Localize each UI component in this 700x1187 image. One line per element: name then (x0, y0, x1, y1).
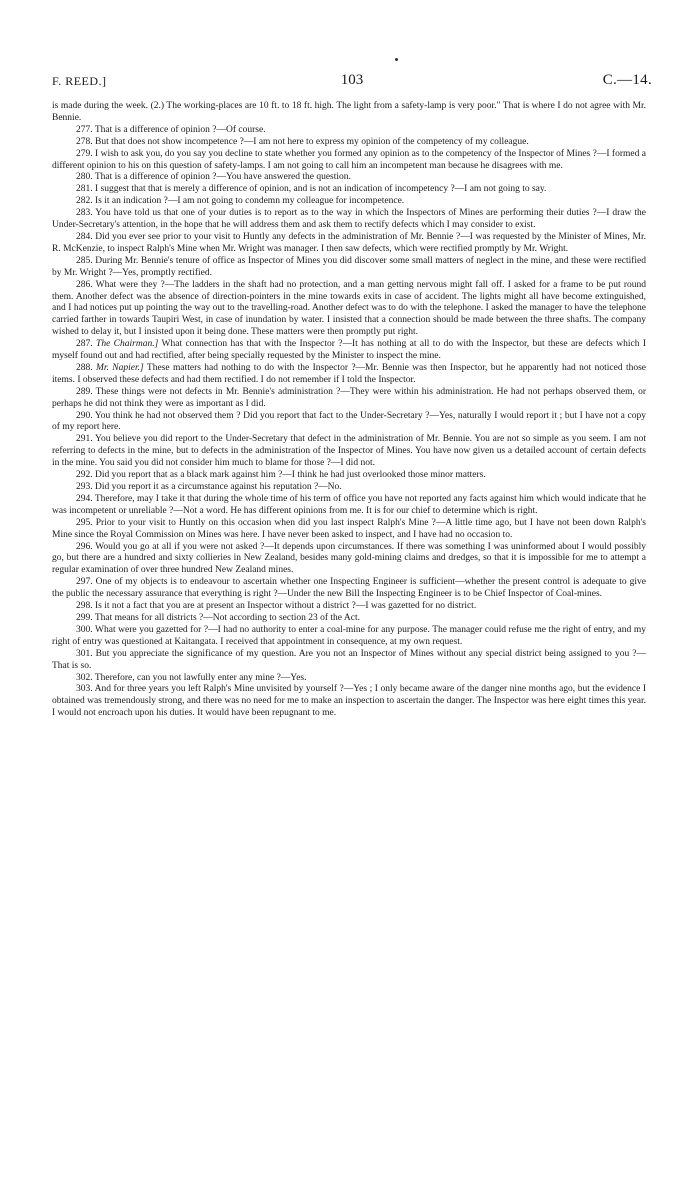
paragraph: 283. You have told us that one of your duties is to report as to the way in which the Inspectors of Mines are performing their duties ?—I draw the Under-Secretary's attention, in the hope that he will address them and ask them to rectify defects which I may consider to exist. (52, 208, 646, 231)
question-number: 288. (76, 362, 96, 373)
paragraph: 281. I suggest that that is merely a difference of opinion, and is not an indication of incompetency ?—I am not going to say. (76, 184, 547, 195)
paragraph: 296. Would you go at all if you were not asked ?—It depends upon circumstances. If there was something I was uninformed about I would possibly go, but there are a hundred and sixty collieries in New Zealand, besides many gold-mining claims and dredges, so that it is impossible for me to attempt a regular examination of over three hundred New Zealand mines. (52, 541, 646, 576)
page-header (52, 72, 652, 92)
paragraph: 299. That means for all districts ?—Not according to section 23 of the Act. (76, 612, 360, 623)
paragraph: 282. Is it an indication ?—I am not going to condemn my colleague for incompetence. (76, 196, 405, 207)
header-right: C.—14. (602, 72, 652, 88)
paragraph: 290. You think he had not observed them ? Did you report that fact to the Under-Secretary ?—Yes, naturally I would report it ; but I have not a copy of my report here. (52, 410, 646, 433)
question-number: 287. (76, 339, 97, 350)
document-body (52, 101, 646, 720)
speaker-name: Mr. Napier.] (96, 362, 144, 373)
paragraph: 286. What were they ?—The ladders in the shaft had no protection, and a man getting nervous might fall off. I asked for a frame to be put round them. Another defect was the absence of direction-pointers in the mine towards exits in case of accident. The lights might all have become extinguished, and I had notices put up pointing the way out to the travelling-road. Another defect was to do with the telephone. I asked the manager to have the telephone carried farther in towards Taupiri West, in case of inundation by water. I insisted that a connection should be made between the three shafts. The company wished to delay it, but I insisted upon it being done. These matters were then promptly put right. (52, 279, 646, 338)
paragraph: 279. I wish to ask you, do you say you decline to state whether you formed any opinion as to the competency of the Inspector of Mines ?—I formed a different opinion to his on this question of safety-lamps. I am not going to call him an incompetent man because he disagrees with me. (52, 148, 646, 171)
header-left: F. REED.] (52, 74, 107, 88)
speaker-name: The Chairman.] (96, 339, 159, 350)
paragraph: 295. Prior to your visit to Huntly on this occasion when did you last inspect Ralph's Mine ?—A little time ago, but I have not been down Ralph's Mine since the Royal Commission on Mines was here. I have never been asked to inspect, and I have had no occasion to. (52, 517, 646, 540)
paragraph: 303. And for three years you left Ralph's Mine unvisited by yourself ?—Yes ; I only became aware of the danger nine months ago, but the evidence I obtained was tremendously strong, and there was no need for me to make an inspection to ascertain the danger. The Inspector was here eight times this year. I would not encroach upon his duties. It would have been repugnant to me. (52, 684, 646, 719)
paragraph (52, 339, 646, 363)
paragraph: 297. One of my objects is to endeavour to ascertain whether one Inspecting Engineer is sufficient—whether the present control is adequate to give the public the necessary assurance that everything is right ?—Under the new Bill the Inspecting Engineer is to be Chief Inspector of Coal-mines. (52, 577, 646, 600)
paragraph: 300. What were you gazetted for ?—I had no authority to enter a coal-mine for any purpose. The manager could refuse me the right of entry, and my right of entry was questioned at Kaitangata. I received that appointment in consequence, at my own request. (52, 624, 646, 647)
page-number: 103 (340, 72, 364, 88)
paragraph (52, 363, 646, 387)
paragraph: 289. These things were not defects in Mr. Bennie's administration ?—They were within his administration. He had not perhaps observed them, or perhaps he did not think they were as important as I did. (52, 386, 646, 409)
paragraph: 291. You believe you did report to the Under-Secretary that defect in the administration of Mr. Bennie. You are not so simple as you seem. I am not referring to defects in the mine, but to defects in the administration of the Inspector of Mines. You have now given us a detailed account of certain defects in the mine. You said you did not consider him much to blame for those ?—I did not. (52, 434, 646, 469)
paragraph: is made during the week. (2.) The working-places are 10 ft. to 18 ft. high. The light from a safety-lamp is very poor." That is where I do not agree with Mr. Bennie. (52, 101, 646, 123)
paragraph-text: What connection has that with the Inspector ?—It has nothing at all to do with the Inspector, but these are defects which I myself found out and had rectified, after being specially requested by the Minister to inspect the mine. (52, 339, 647, 362)
paragraph: 294. Therefore, may I take it that during the whole time of his term of office you have not reported any facts against him which would indicate that he was incompetent or unreliable ?—Not a word. He has different opinions from me. It is for our chief to determine which is right. (52, 493, 647, 516)
paragraph: 284. Did you ever see prior to your visit to Huntly any defects in the administration of Mr. Bennie ?—I was requested by the Minister of Mines, Mr. R. McKenzie, to inspect Ralph's Mine when Mr. Wright was manager. I then saw defects, which were rectified promptly by Mr. Wright. (52, 231, 646, 254)
paragraph: 280. That is a difference of opinion ?—You have answered the question. (76, 172, 351, 183)
paragraph: 278. But that does not show incompetence ?—I am not here to express my opinion of the competency of my colleague. (76, 136, 529, 147)
paragraph: 298. Is it not a fact that you are at present an Inspector without a district ?—I was gazetted for no district. (76, 601, 477, 612)
paragraph: 277. That is a difference of opinion ?—Of course. (76, 124, 266, 135)
paragraph-text: These matters had nothing to do with the Inspector ?—Mr. Bennie was then Inspector, but he apparently had not noticed those items. I observed these defects and had them rectified. I do not remember if I told the Inspector. (52, 362, 647, 385)
paragraph: 302. Therefore, can you not lawfully enter any mine ?—Yes. (76, 672, 307, 683)
paragraph: 293. Did you report it as a circumstance against his reputation ?—No. (76, 482, 342, 492)
printer-mark (395, 58, 398, 61)
paragraph: 301. But you appreciate the significance of my question. Are you not an Inspector of Mines without any special district being assigned to you ?—That is so. (52, 648, 646, 671)
paragraph: 285. During Mr. Bennie's tenure of office as Inspector of Mines you did discover some small matters of neglect in the mine, and these were rectified by Mr. Wright ?—Yes, promptly rectified. (52, 255, 646, 278)
paragraph: 292. Did you report that as a black mark against him ?—I think he had just overlooked those minor matters. (76, 470, 486, 481)
